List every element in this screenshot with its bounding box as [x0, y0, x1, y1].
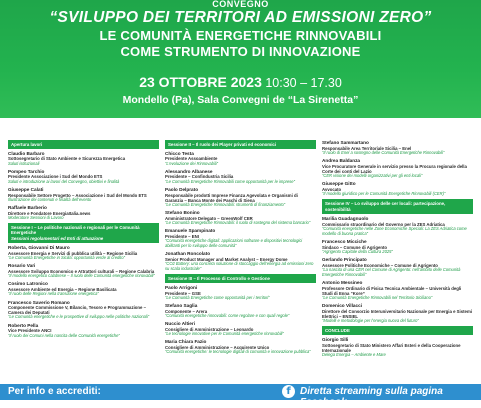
facebook-icon: f: [282, 385, 295, 398]
speaker-topic: Saluti istituzionali: [8, 160, 40, 166]
speaker-entry: [322, 303, 473, 324]
speaker-name: Roberto Pella: [8, 322, 39, 328]
speaker-role: Avvocato: [322, 186, 342, 192]
event-place: Mondello (Pa), Sala Convegni de “La Sirenetta”: [122, 94, 359, 106]
speaker-entry: [165, 339, 316, 355]
speaker-entry: [165, 169, 316, 185]
speaker-entry: [322, 257, 473, 278]
speaker-topic: “Il ruolo di Enel a sostegno delle Comunità Energetiche Rinnovabili”: [322, 149, 445, 155]
section-2: Sessione II – Il ruolo dei Player privati ed economici: [165, 140, 316, 149]
speaker-topic: “Le Comunità Energetiche come opportunità per i territori”: [165, 294, 270, 300]
speaker-topic: Illustrazione dei contenuti e finalità dell’evento: [8, 196, 92, 202]
speaker-role: Presidente – Confindustria Sicilia: [165, 174, 234, 180]
speaker-role: Senior Product Manager and Market Analyst – Energy Dome: [165, 256, 288, 262]
speaker-role: Vice Presidente ANCI: [8, 328, 52, 334]
speaker-topic: “Il modello energetico calabrese – Il ruolo delle Comunità energetiche rinnovabili”: [8, 273, 155, 279]
speaker-topic: “Comunità energetiche nelle Zone Economiche Speciali: La ZES Adriatica come modello di buona pratica”: [322, 225, 467, 236]
speaker-entry: [8, 187, 159, 203]
speaker-entry: [8, 300, 159, 321]
speaker-topic: “Modelli e metodologie per l’energia nuova del futuro”: [322, 318, 419, 324]
speaker-entry: [8, 169, 159, 185]
speaker-name: Nuccio Altieri: [165, 321, 196, 327]
speaker-role: Presidente Associazione i Sud del Mondo ETS: [8, 174, 103, 180]
speaker-topic: Saluti e introduzione ai lavori del Convegno, obiettivi e finalità: [8, 178, 120, 184]
speaker-entry: [8, 281, 159, 297]
speaker-role: Consigliere di Amministrazione – Acquirente Unico: [165, 344, 270, 350]
section-1-title: Sessione I – Le politiche nazionali e regionali per le Comunità Energetiche: [11, 224, 140, 236]
speaker-name: Maria Chiara Fazio: [165, 339, 207, 345]
speaker-name: Giorgio Silli: [322, 337, 349, 343]
speaker-topic: “Il ruolo delle Regioni nella transizione energetica”: [8, 291, 99, 297]
speaker-name: Raffaele Barberio: [8, 205, 47, 210]
speaker-name: Antonio Messineo: [322, 279, 363, 285]
streaming-label: Diretta streaming sulla pagina Facebook: [300, 386, 443, 408]
speaker-name: Francesco Saverio Romano: [8, 299, 70, 305]
speaker-topic: “Comunità energetiche: le tecnologie digitali di comunità e innovazione pubblica”: [165, 349, 311, 355]
event-header: [0, 0, 481, 118]
speaker-name: Paolo Arrigoni: [165, 284, 198, 290]
program-column-2: [165, 140, 316, 357]
speaker-role: Sindaco – Comune di Agrigento: [322, 244, 388, 250]
speaker-name: Alessandro Albanese: [165, 168, 213, 174]
speaker-name: Emanuele Spampinato: [165, 228, 216, 234]
speaker-entry: [322, 181, 473, 197]
speaker-name: Andrea Baldanza: [322, 158, 361, 164]
speaker-topic: “CER visione dei modelli organizzativi per gli enti locali”: [322, 173, 423, 179]
speaker-topic: “Comunità energetiche rinnovabili: come regolare e con quali regole”: [165, 312, 290, 318]
speaker-topic: “CO2 Battery: una concreta soluzione di stoccaggio dell’energia ad emissioni zero su scala industriale”: [165, 261, 314, 271]
speaker-role: Presidente – GSE: [165, 290, 201, 296]
speaker-role: Sottosegretario di Stato Ambiente e Sicurezza Energetica: [8, 156, 126, 162]
info-label: Per info e accrediti:: [8, 386, 101, 397]
event-subtitle-2: COME STRUMENTO DI INNOVAZIONE: [120, 44, 361, 59]
speaker-topic: “L’evoluzione dei Rinnovabili”: [165, 160, 219, 166]
speaker-role: Responsabile Area Territoriale Sicilia – Enel: [322, 145, 412, 151]
section-1-subtitle: Sessioni regolamentari ed Enti di attuazione: [11, 236, 104, 242]
speaker-role: Commissario straordinario del Governo per la ZES Adriatica: [322, 221, 445, 227]
speaker-name: Giuseppe Gitto: [322, 181, 356, 187]
speaker-role: Vice Procuratore Generale in servizio presso la Procura regionale della Corte dei conti del Lazio: [322, 163, 467, 174]
speaker-role: Presidente – ENI: [165, 233, 199, 239]
speaker-entry: [322, 239, 473, 255]
speaker-name: Stefano Sammartano: [322, 140, 369, 145]
section-1: [8, 223, 159, 243]
speaker-role: Direttore e Fondatore EnergiaItalia.news: [8, 210, 91, 216]
speaker-entry: [165, 321, 316, 337]
program-column-3: [322, 140, 473, 360]
speaker-role: Responsabile prodotti Imprese Finanza Agevolata e Organismi di Garanzia – Banca Monte dei Paschi di Siena: [165, 192, 298, 203]
speaker-role: Responsabile Settore Progetto – Associazione i Sud del Mondo ETS: [8, 192, 147, 198]
speaker-topic: Moderatore Sessioni di Lavoro: [8, 214, 64, 220]
speaker-topic: “Le Comunità Energetiche in Sicilia: opportunità verde al credito”: [8, 255, 125, 261]
speaker-entry: [165, 251, 316, 272]
speaker-topic: “Le Comunità Energetiche Rinnovabili come opportunità per le imprese”: [165, 178, 295, 184]
speaker-topic: Delega Energia – Ambiente e Mare: [322, 352, 386, 358]
speaker-name: Claudio Barbaro: [8, 150, 45, 156]
speaker-entry: [322, 140, 473, 156]
speaker-name: Cosimo Latronico: [8, 281, 48, 287]
speaker-topic: “Le Comunità Energetiche Rinnovabili: strumenti di finanziamento”: [165, 201, 286, 207]
footer-bar: [0, 384, 481, 408]
speaker-name: Paolo Delprato: [165, 186, 199, 192]
convegno-label: CONVEGNO: [212, 0, 269, 9]
speaker-role: Sottosegretario di Stato Ministero Affari Esteri e della Cooperazione Internazionale: [322, 342, 461, 353]
speaker-name: Stefano Bonino: [165, 210, 200, 216]
speaker-topic: “Le Comunità energetiche e le prospettive di sviluppo nelle politiche nazionali”: [8, 314, 150, 320]
speaker-name: Rosario Vari: [8, 263, 36, 269]
speaker-name: Jonathan Roncolato: [165, 251, 211, 257]
speaker-role: Assessore Ambiente ed Energia – Regione Basilicata: [8, 287, 117, 293]
speaker-entry: [165, 151, 316, 167]
speaker-topic: “Comunità energetiche digitali: applicazioni software e dispositivi tecnologici abilitanti per lo sviluppo delle comunità”: [165, 238, 303, 248]
section-3: Sessione III – Il Processo di Controllo e Gestione: [165, 274, 316, 283]
speaker-entry: [8, 323, 159, 339]
speaker-entry: [165, 187, 316, 208]
speaker-name: Domenico Villacci: [322, 303, 363, 309]
speaker-topic: “La nascita di una CER nel Comune di Agrigento: nell’ambito delle Comunità Energetiche Rinnovabili”: [322, 266, 461, 277]
event-date: [0, 74, 481, 90]
speaker-entry: [322, 216, 473, 237]
speaker-name: Chicco Testa: [165, 150, 194, 156]
speaker-entry: [8, 245, 159, 261]
speaker-name: Gerlando Principato: [322, 256, 367, 262]
speaker-role: Direttore del Consorzio Interuniversitario Nazionale per Energia e Sistemi Elettrici – ENSIEL: [322, 308, 472, 320]
speaker-role: Consigliere di Amministrazione – Leonardo: [165, 326, 254, 332]
speaker-name: Giuseppe Calati: [8, 186, 44, 192]
speaker-entry: [8, 205, 159, 221]
event-subtitle-1: LE COMUNITÀ ENERGETICHE RINNOVABILI: [99, 28, 382, 43]
speaker-role: Assessore Energia e Servizi di pubblica utilità – Regione Sicilia: [8, 250, 138, 256]
speaker-topic: “Il modello giuridico per le Comunità Energetiche Rinnovabili (CER)”: [322, 191, 446, 197]
speaker-entry: [165, 285, 316, 301]
section-apertura: Apertura lavori: [8, 140, 159, 149]
speaker-role: Amministratore Delegato – GreenWolf CER: [165, 215, 253, 221]
speaker-topic: “Le Comunità Energetiche Rinnovabili nel Territorio Siciliano”: [322, 294, 433, 300]
speaker-name: Francesco Micciche: [322, 238, 367, 244]
speaker-topic: “Agrigento Capitale della Cultura 2025”: [322, 248, 393, 254]
event-title: “SVILUPPO DEI TERRITORI AD EMISSIONI ZERO”: [49, 9, 432, 26]
speaker-role: Professore Ordinario di Fisica Tecnica Ambientale – Università degli Studi di Enna “Kore”: [322, 285, 462, 296]
section-conclude: CONCLUDE: [322, 326, 473, 335]
speaker-name: Roberta, Giovanni Di Mauro: [8, 245, 70, 251]
speaker-entry: [8, 151, 159, 167]
speaker-role: Assessore Politiche Economiche – Comune di Agrigento: [322, 262, 438, 268]
section-4: Sessione IV – Lo sviluppo delle cer locali: partecipazione, sostenibilità: [322, 199, 473, 213]
speaker-role: Componente Commissione V, Bilancio, Tesoro e Programmazione – Camera dei Deputati: [8, 305, 147, 316]
speaker-role: Presidente Assoambiente: [165, 156, 218, 162]
speaker-topic: “Le tecnologie innovative per le Comunità energetiche rinnovabili”: [165, 330, 284, 336]
speaker-entry: [322, 280, 473, 301]
event-time: 10:30 – 17.30: [261, 76, 342, 90]
speaker-entry: [165, 228, 316, 249]
speaker-topic: “Le Comunità Energetiche Rinnovabili: il ruolo di sostegno del sistema bancario”: [165, 219, 311, 225]
speaker-entry: [165, 210, 316, 226]
speaker-entry: [8, 263, 159, 279]
speaker-role: Componente – Arera: [165, 308, 208, 314]
event-date-text: 23 OTTOBRE 2023: [139, 74, 262, 90]
program-column-1: [8, 140, 159, 341]
speaker-entry: [322, 158, 473, 179]
speaker-name: Stefano Saglia: [165, 303, 198, 309]
speaker-name: Pompeo Tarchio: [8, 168, 45, 174]
speaker-name: Marilia Guadagnuolo: [322, 215, 369, 221]
speaker-entry: [322, 337, 473, 358]
speaker-role: Assessore Sviluppo Economico e Attrattori culturali – Regione Calabria: [8, 268, 155, 274]
speaker-topic: “Il ruolo dei Comuni nella nascita delle Comunità energetiche”: [8, 332, 120, 338]
speaker-entry: [165, 303, 316, 319]
